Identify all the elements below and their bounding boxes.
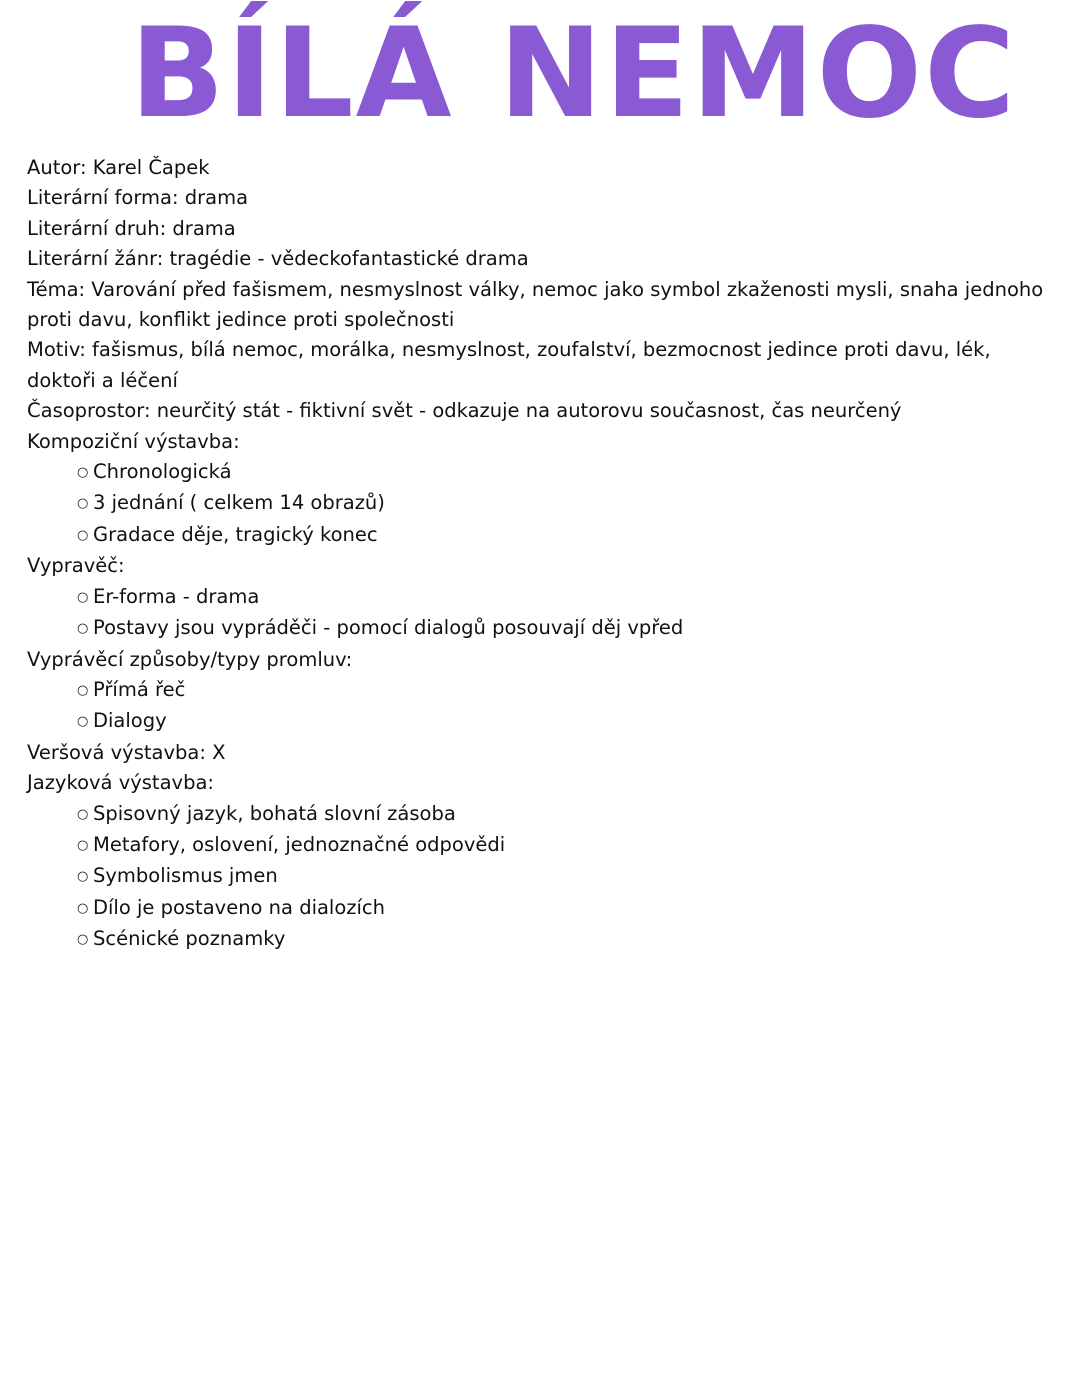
list-item: ○ Symbolismus jmen <box>27 861 1057 892</box>
composition-list <box>27 457 1057 551</box>
list-item: ○ Chronologická <box>27 457 1057 488</box>
bullet-icon: ○ <box>77 714 89 730</box>
bullet-icon: ○ <box>77 621 89 637</box>
literary-kind-line: Literární druh: drama <box>27 216 236 240</box>
bullet-icon: ○ <box>77 837 89 853</box>
speech-types-list <box>27 675 1057 738</box>
bullet-icon: ○ <box>77 465 89 481</box>
author-line: Autor: Karel Čapek <box>27 156 210 179</box>
speech-types-heading: Vyprávěcí způsoby/typy promluv: <box>27 647 353 671</box>
theme-line: Téma: Varování před fašismem, nesmyslnost války, nemoc jako symbol zkaženosti mysli, snaha jednoho proti davu, konflikt jedince proti společnosti <box>27 277 1044 332</box>
literary-form-line: Literární forma: drama <box>27 186 249 210</box>
bullet-icon: ○ <box>77 900 89 916</box>
bullet-icon: ○ <box>77 932 89 948</box>
time-space-line: Časoprostor: neurčitý stát - fiktivní svět - odkazuje na autorovu současnost, čas neurčený <box>27 399 902 423</box>
bullet-icon: ○ <box>77 682 89 698</box>
list-item: ○ Spisovný jazyk, bohatá slovní zásoba <box>27 799 1057 830</box>
list-item: ○ Dílo je postaveno na dialozích <box>27 893 1057 924</box>
composition-heading: Kompoziční výstavba: <box>27 429 240 453</box>
bullet-icon: ○ <box>77 589 89 605</box>
language-heading: Jazyková výstavba: <box>27 771 214 795</box>
narrator-list <box>27 582 1057 645</box>
language-list <box>27 799 1057 956</box>
list-item: ○ Metafory, oslovení, jednoznačné odpovědi <box>27 830 1057 861</box>
bullet-icon: ○ <box>77 496 89 512</box>
list-item: ○ Přímá řeč <box>27 675 1057 706</box>
motif-line: Motiv: fašismus, bílá nemoc, morálka, nesmyslnost, zoufalství, bezmocnost jedince proti davu, lék, doktoři a léčení <box>27 338 991 392</box>
notes-body <box>27 153 1057 956</box>
bullet-icon: ○ <box>77 869 89 885</box>
list-item: ○ Postavy jsou vypráděči - pomocí dialogů posouvají děj vpřed <box>27 613 1057 644</box>
list-item: ○ Dialogy <box>27 706 1057 737</box>
list-item: ○ Gradace děje, tragický konec <box>27 520 1057 551</box>
list-item: ○ Er-forma - drama <box>27 582 1057 613</box>
bullet-icon: ○ <box>77 527 89 543</box>
list-item: ○ Scénické poznamky <box>27 924 1057 955</box>
narrator-heading: Vypravěč: <box>27 554 125 578</box>
list-item: ○ 3 jednání ( celkem 14 obrazů) <box>27 488 1057 519</box>
bullet-icon: ○ <box>77 806 89 822</box>
page-title: BÍLÁ NEMOC <box>130 2 1018 146</box>
verse-structure-line: Veršová výstavba: X <box>27 740 226 764</box>
literary-genre-line: Literární žánr: tragédie - vědeckofantastické drama <box>27 247 529 271</box>
